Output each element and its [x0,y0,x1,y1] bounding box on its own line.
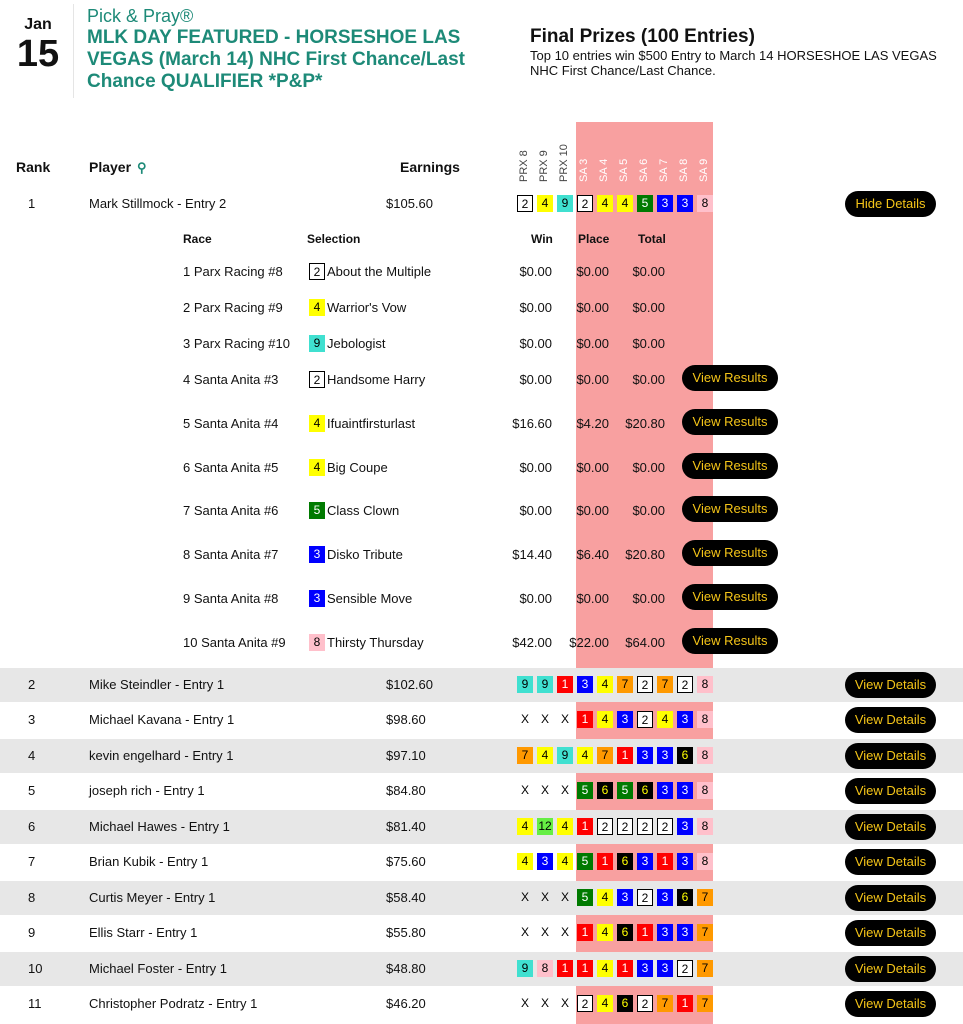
pick-saddle-cloth: X [520,890,529,904]
contest-type: Pick & Pray® [87,6,194,26]
earnings-value: $55.80 [386,925,426,940]
selection-saddle-cloth: 4 [309,459,325,476]
view-results-button[interactable]: View Results [682,496,778,522]
event-date [10,16,66,74]
pick-saddle-cloth: 5 [577,853,593,870]
race-column-label: SA 8 [678,158,690,182]
horse-name: Handsome Harry [327,372,426,387]
divider [73,4,74,98]
player-name[interactable]: Mike Steindler - Entry 1 [89,677,225,692]
details-row [0,254,963,294]
race-name: 3 Parx Racing #10 [183,336,290,351]
race-column-label: SA 4 [598,158,610,182]
player-name[interactable]: kevin engelhard - Entry 1 [89,748,234,763]
pick-saddle-cloth: 4 [597,195,613,212]
race-column-header [517,126,537,182]
pick-saddle-cloth: 1 [617,960,633,977]
race-name: 5 Santa Anita #4 [183,416,279,431]
place-amount: $0.00 [576,372,609,387]
details-row [0,537,963,577]
player-name[interactable]: Michael Hawes - Entry 1 [89,819,230,834]
leaderboard-row [0,952,963,986]
player-name[interactable]: Michael Kavana - Entry 1 [89,712,235,727]
pick-saddle-cloth: 1 [577,711,593,728]
race-name: 7 Santa Anita #6 [183,503,279,518]
win-amount: $42.00 [512,635,552,650]
view-results-button[interactable]: View Results [682,365,778,391]
horse-name: About the Multiple [327,264,432,279]
selection-saddle-cloth: 2 [309,263,325,280]
race-column-header [677,126,697,182]
prizes-block [530,26,940,78]
pick-saddle-cloth: 3 [637,853,653,870]
leaderboard-row [0,916,963,950]
rank-value: 1 [28,196,36,211]
details-header-total: Total [638,232,666,246]
earnings-value: $81.40 [386,819,426,834]
race-column-label: SA 3 [578,158,590,182]
total-amount: $0.00 [632,503,665,518]
view-details-button[interactable]: View Details [845,849,936,875]
pick-saddle-cloth: 4 [597,711,613,728]
pick-saddle-cloth: 3 [677,782,693,799]
prizes-description: Top 10 entries win $500 Entry to March 14 HORSESHOE LAS VEGAS NHC First Chance/Last Chance. [530,48,937,78]
pick-saddle-cloth: 1 [557,960,573,977]
race-column-label: SA 5 [618,158,630,182]
details-header-race: Race [183,232,212,246]
pick-saddle-cloth: X [540,712,549,726]
pick-saddle-cloth: 4 [517,818,533,835]
pick-saddle-cloth: 9 [557,195,573,212]
earnings-value: $48.80 [386,961,426,976]
total-amount: $0.00 [632,336,665,351]
pick-saddle-cloth: 3 [657,889,673,906]
pick-saddle-cloth: 4 [597,995,613,1012]
horse-name: Warrior's Vow [327,300,407,315]
pick-saddle-cloth: 4 [597,676,613,693]
view-details-button[interactable]: View Details [845,885,936,911]
earnings-value: $102.60 [386,677,433,692]
race-column-header [557,126,577,182]
race-name: 2 Parx Racing #9 [183,300,283,315]
leaderboard-row [0,703,963,737]
view-details-button[interactable]: View Details [845,743,936,769]
pick-saddle-cloth: 3 [617,889,633,906]
race-name: 10 Santa Anita #9 [183,635,286,650]
pick-saddle-cloth: 4 [597,924,613,941]
race-name: 4 Santa Anita #3 [183,372,279,387]
horse-name: Class Clown [327,503,400,518]
player-header-label: Player [89,159,132,175]
horse-name: Disko Tribute [327,547,403,562]
player-name[interactable]: Brian Kubik - Entry 1 [89,854,209,869]
pick-saddle-cloth: 2 [597,818,613,835]
player-header [89,159,147,176]
total-amount: $20.80 [625,547,665,562]
place-amount: $0.00 [576,460,609,475]
race-name: 8 Santa Anita #7 [183,547,279,562]
leaderboard-row [0,987,963,1021]
place-amount: $6.40 [576,547,609,562]
race-column-header [617,126,637,182]
pick-saddle-cloth: 9 [517,676,533,693]
race-column-label: SA 9 [698,158,710,182]
race-name: 9 Santa Anita #8 [183,591,279,606]
pick-saddle-cloth: 7 [697,960,713,977]
view-details-button[interactable]: View Details [845,991,936,1017]
view-details-button[interactable]: View Details [845,672,936,698]
earnings-value: $75.60 [386,854,426,869]
total-amount: $64.00 [625,635,665,650]
pick-saddle-cloth: 1 [597,853,613,870]
race-column-label: SA 7 [658,158,670,182]
details-row [0,326,963,366]
view-results-button[interactable]: View Results [682,584,778,610]
pick-saddle-cloth: 8 [697,818,713,835]
pick-saddle-cloth: 4 [597,889,613,906]
entry-details-panel [0,220,963,662]
pick-saddle-cloth: 1 [577,960,593,977]
rank-value: 5 [28,783,36,798]
total-amount: $0.00 [632,591,665,606]
pick-saddle-cloth: 6 [677,889,693,906]
pick-saddle-cloth: 8 [697,676,713,693]
pick-saddle-cloth: 4 [557,818,573,835]
place-amount: $0.00 [576,300,609,315]
pick-saddle-cloth: 2 [617,818,633,835]
details-row [0,493,963,533]
pick-saddle-cloth: 6 [597,782,613,799]
selection-saddle-cloth: 3 [309,546,325,563]
view-results-button[interactable]: View Results [682,453,778,479]
earnings-value: $84.80 [386,783,426,798]
pick-saddle-cloth: 6 [617,924,633,941]
pick-saddle-cloth: 12 [538,819,552,833]
pick-saddle-cloth: 3 [657,782,673,799]
place-amount: $0.00 [576,503,609,518]
selection-saddle-cloth: 4 [309,299,325,316]
rank-value: 3 [28,712,36,727]
pick-saddle-cloth: X [540,890,549,904]
pick-saddle-cloth: 8 [697,195,713,212]
pick-saddle-cloth: 8 [697,711,713,728]
horse-name: Sensible Move [327,591,413,606]
view-results-button[interactable]: View Results [682,628,778,654]
prizes-heading: Final Prizes (100 Entries) [530,26,755,47]
horse-name: Jebologist [327,336,386,351]
pick-saddle-cloth: 2 [577,995,593,1012]
pick-saddle-cloth: 1 [617,747,633,764]
rank-value: 6 [28,819,36,834]
pick-saddle-cloth: 1 [657,853,673,870]
details-header-selection: Selection [307,232,361,246]
place-amount: $22.00 [569,635,609,650]
pick-saddle-cloth: 3 [577,676,593,693]
pick-saddle-cloth: 9 [557,747,573,764]
win-amount: $0.00 [519,591,552,606]
pick-saddle-cloth: 6 [617,995,633,1012]
pick-saddle-cloth: X [520,925,529,939]
pick-saddle-cloth: 2 [637,995,653,1012]
view-details-button[interactable]: View Details [845,778,936,804]
pick-saddle-cloth: 2 [577,195,593,212]
pick-saddle-cloth: 4 [577,747,593,764]
pick-saddle-cloth: 7 [657,995,673,1012]
place-amount: $0.00 [576,336,609,351]
pick-saddle-cloth: 4 [517,853,533,870]
race-name: 6 Santa Anita #5 [183,460,279,475]
selection-saddle-cloth: 9 [309,335,325,352]
rank-value: 10 [28,961,43,976]
pick-saddle-cloth: 6 [617,853,633,870]
player-name[interactable]: Christopher Podratz - Entry 1 [89,996,258,1011]
win-amount: $0.00 [519,372,552,387]
view-details-button[interactable]: View Details [845,707,936,733]
race-column-label: PRX 9 [538,150,550,182]
pick-saddle-cloth: 2 [637,818,653,835]
pick-saddle-cloth: X [540,996,549,1010]
pick-saddle-cloth: X [520,783,529,797]
pick-saddle-cloth: 1 [577,818,593,835]
pick-saddle-cloth: 3 [677,818,693,835]
total-amount: $0.00 [632,372,665,387]
view-results-button[interactable]: View Results [682,540,778,566]
pick-saddle-cloth: X [560,783,569,797]
place-amount: $0.00 [576,264,609,279]
pick-saddle-cloth: X [560,712,569,726]
win-amount: $14.40 [512,547,552,562]
pick-saddle-cloth: 7 [617,676,633,693]
contest-title: MLK DAY FEATURED - HORSESHOE LAS VEGAS (March 14) NHC First Chance/Last Chance QUALIFIER *P&P* [87,27,465,92]
contest-title-block [87,6,507,93]
pick-saddle-cloth: 5 [637,195,653,212]
race-column-header [637,126,657,182]
pick-saddle-cloth: X [540,783,549,797]
horse-name: Thirsty Thursday [327,635,424,650]
pick-saddle-cloth: 7 [597,747,613,764]
pick-saddle-cloth: 8 [697,853,713,870]
pick-saddle-cloth: 2 [677,960,693,977]
pick-saddle-cloth: 4 [537,747,553,764]
win-amount: $0.00 [519,503,552,518]
player-name[interactable]: joseph rich - Entry 1 [89,783,205,798]
pick-saddle-cloth: 1 [577,924,593,941]
pick-saddle-cloth: 3 [657,195,673,212]
pick-saddle-cloth: 3 [617,711,633,728]
race-name: 1 Parx Racing #8 [183,264,283,279]
selection-saddle-cloth: 8 [309,634,325,651]
details-row [0,581,963,621]
details-row [0,362,963,402]
pick-saddle-cloth: X [540,925,549,939]
rank-value: 11 [28,996,42,1011]
leaderboard-row [0,881,963,915]
player-name[interactable]: Curtis Meyer - Entry 1 [89,890,216,905]
pick-saddle-cloth: 3 [637,747,653,764]
details-row [0,406,963,446]
pick-saddle-cloth: X [560,925,569,939]
win-amount: $0.00 [519,336,552,351]
pick-saddle-cloth: 7 [517,747,533,764]
earnings-value: $98.60 [386,712,426,727]
pick-saddle-cloth: 4 [537,195,553,212]
place-amount: $4.20 [576,416,609,431]
pick-saddle-cloth: 7 [697,924,713,941]
view-details-button[interactable]: View Details [845,920,936,946]
pick-saddle-cloth: 4 [597,960,613,977]
selection-saddle-cloth: 5 [309,502,325,519]
pick-saddle-cloth: 8 [537,960,553,977]
details-header-win: Win [531,232,553,246]
pick-saddle-cloth: 9 [537,676,553,693]
pick-saddle-cloth: 5 [577,782,593,799]
pick-saddle-cloth: 3 [677,924,693,941]
total-amount: $0.00 [632,264,665,279]
pick-saddle-cloth: 3 [677,711,693,728]
race-column-header [577,126,597,182]
total-amount: $0.00 [632,300,665,315]
race-column-label: PRX 8 [518,150,530,182]
leaderboard-row [0,810,963,844]
search-icon[interactable]: ⚲ [137,160,147,175]
pick-saddle-cloth: 5 [617,782,633,799]
pick-saddle-cloth: 2 [517,195,533,212]
pick-saddle-cloth: 1 [637,924,653,941]
win-amount: $0.00 [519,264,552,279]
win-amount: $0.00 [519,460,552,475]
pick-saddle-cloth: 3 [677,195,693,212]
pick-saddle-cloth: 6 [677,747,693,764]
pick-saddle-cloth: 3 [677,853,693,870]
details-row [0,625,963,665]
leaderboard-row [0,774,963,808]
date-month: Jan [24,16,52,33]
rank-value: 4 [28,748,36,763]
pick-saddle-cloth: 2 [657,818,673,835]
pick-saddle-cloth: X [520,996,529,1010]
view-results-button[interactable]: View Results [682,409,778,435]
race-column-header [697,126,717,182]
player-name[interactable]: Ellis Starr - Entry 1 [89,925,198,940]
player-name[interactable]: Mark Stillmock - Entry 2 [89,196,227,211]
rank-value: 9 [28,925,36,940]
total-amount: $20.80 [625,416,665,431]
details-row [0,450,963,490]
leaderboard-row [0,187,963,221]
pick-saddle-cloth: 1 [677,995,693,1012]
leaderboard-row [0,739,963,773]
rank-value: 2 [28,677,36,692]
pick-saddle-cloth: 9 [517,960,533,977]
pick-saddle-cloth: 2 [637,676,653,693]
pick-saddle-cloth: X [560,996,569,1010]
pick-saddle-cloth: X [560,890,569,904]
rank-value: 8 [28,890,36,905]
pick-saddle-cloth: 8 [697,782,713,799]
race-column-header [537,126,557,182]
pick-saddle-cloth: 1 [557,676,573,693]
pick-saddle-cloth: 6 [637,782,653,799]
pick-saddle-cloth: 2 [637,889,653,906]
place-amount: $0.00 [576,591,609,606]
details-row [0,290,963,330]
earnings-value: $46.20 [386,996,426,1011]
horse-name: Big Coupe [327,460,388,475]
pick-saddle-cloth: 2 [677,676,693,693]
win-amount: $0.00 [519,300,552,315]
pick-saddle-cloth: 7 [697,995,713,1012]
rank-header: Rank [16,159,51,175]
pick-saddle-cloth: 7 [697,889,713,906]
pick-saddle-cloth: 2 [637,711,653,728]
details-header-place: Place [578,232,610,246]
pick-saddle-cloth: 3 [537,853,553,870]
earnings-value: $105.60 [386,196,433,211]
pick-saddle-cloth: 3 [657,747,673,764]
race-column-label: PRX 10 [558,144,570,182]
pick-saddle-cloth: 4 [657,711,673,728]
race-column-header [597,126,617,182]
selection-saddle-cloth: 4 [309,415,325,432]
view-details-button[interactable]: View Details [845,956,936,982]
player-name[interactable]: Michael Foster - Entry 1 [89,961,227,976]
pick-saddle-cloth: 4 [557,853,573,870]
race-column-label: SA 6 [638,158,650,182]
earnings-header: Earnings [400,159,460,175]
win-amount: $16.60 [512,416,552,431]
view-details-button[interactable]: View Details [845,814,936,840]
rank-value: 7 [28,854,36,869]
pick-saddle-cloth: 5 [577,889,593,906]
horse-name: Ifuaintfirsturlast [327,416,416,431]
total-amount: $0.00 [632,460,665,475]
selection-saddle-cloth: 2 [309,371,325,388]
date-day: 15 [16,33,60,75]
pick-saddle-cloth: 4 [617,195,633,212]
pick-saddle-cloth: 3 [657,960,673,977]
race-column-header [657,126,677,182]
pick-saddle-cloth: 3 [657,924,673,941]
hide-details-button[interactable]: Hide Details [845,191,936,217]
earnings-value: $58.40 [386,890,426,905]
leaderboard-row [0,668,963,702]
pick-saddle-cloth: 7 [657,676,673,693]
pick-saddle-cloth: X [520,712,529,726]
earnings-value: $97.10 [386,748,426,763]
pick-saddle-cloth: 3 [637,960,653,977]
leaderboard-row [0,845,963,879]
selection-saddle-cloth: 3 [309,590,325,607]
pick-saddle-cloth: 8 [697,747,713,764]
